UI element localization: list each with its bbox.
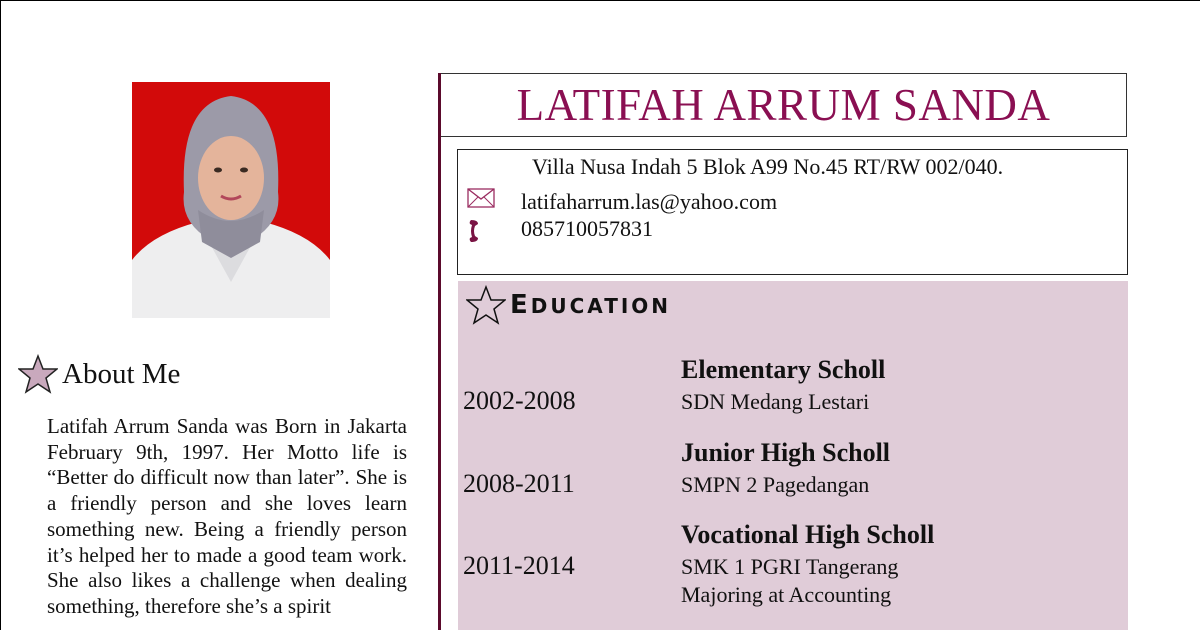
contact-box <box>457 149 1128 275</box>
education-level: Junior High Scholl <box>681 438 891 467</box>
education-title: EDUCATION <box>510 290 672 320</box>
education-school: SMK 1 PGRI Tangerang <box>681 554 899 579</box>
education-years: 2002-2008 <box>463 386 576 415</box>
about-title: About Me <box>62 357 181 390</box>
name-header <box>441 73 1127 137</box>
education-level: Elementary Scholl <box>681 355 886 384</box>
page-border-top <box>0 0 1200 1</box>
profile-photo <box>132 82 330 318</box>
star-outline-icon <box>466 285 506 325</box>
about-heading <box>18 352 180 396</box>
phone-icon <box>468 218 482 249</box>
accent-divider <box>438 73 441 630</box>
email-link[interactable]: latifaharrum.las@yahoo.com <box>521 189 778 214</box>
education-heading <box>466 285 671 325</box>
envelope-icon <box>467 188 495 213</box>
education-major: Majoring at Accounting <box>681 582 892 607</box>
address-text: Villa Nusa Indah 5 Blok A99 No.45 RT/RW 002/040. <box>532 154 1004 179</box>
portrait-illustration <box>132 82 330 318</box>
about-text: Latifah Arrum Sanda was Born in Jakarta February 9th, 1997. Her Motto life is “Better do difficult now than later”. She is a friendly person and she loves learn something new. Being a friendly person it’s helped her to made a good team work. She also likes a challenge when dealing something, therefore she’s a spirit <box>47 414 407 618</box>
phone-number[interactable]: 085710057831 <box>521 216 653 241</box>
full-name: LATIFAH ARRUM SANDA <box>516 80 1051 130</box>
education-school: SDN Medang Lestari <box>681 389 870 414</box>
education-years: 2008-2011 <box>463 469 575 498</box>
education-school: SMPN 2 Pagedangan <box>681 472 870 497</box>
education-level: Vocational High Scholl <box>681 520 935 549</box>
education-years: 2011-2014 <box>463 551 575 580</box>
education-panel <box>458 281 1128 630</box>
star-icon <box>18 354 58 394</box>
page-border-left <box>0 0 1 630</box>
